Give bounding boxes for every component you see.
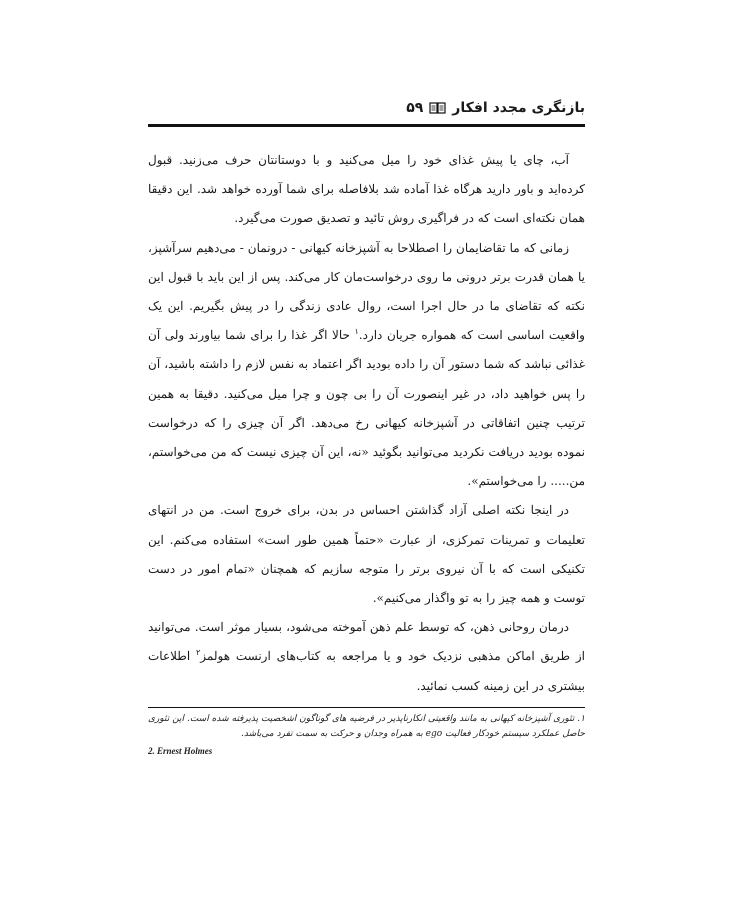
paragraph-text: درمان روحانی ذهن، که توسط علم ذهن آموخته می‌شود، بسیار موثر است. می‌توانید از طریق اماکن مذهبی نزدیک خود و یا مراجعه به کتاب‌های ارنست هولمز	[148, 620, 585, 664]
paragraph	[148, 613, 585, 701]
page-number: ۵۹	[406, 100, 424, 116]
footnote: 2. Ernest Holmes	[148, 746, 213, 756]
paragraph-text: زمانی که ما تقاضایمان را اصطلاحا به آشپزخانه کیهانی - درونمان - می‌دهیم سرآشپز، یا همان قدرت برتر درونی ما روی درخواست‌مان کار می‌کند. پس از این باید با قبول این نکته که تقاضای ما در حال اجرا است، روال عادی زندگی را در پیش بگیریم. این یک واقعیت اساسی است که همواره جریان دارد.	[148, 240, 585, 343]
paragraph-text: حالا اگر غذا را برای شما بیاورند ولی آن غذائی نباشد که شما دستور آن را داده بودید اگر اعتماد به نفس لازم را داشته باشید، آن را پس خواهید داد، در غیر اینصورت آن را بی چون و چرا میل می‌کنید. دقیقا به همین ترتیب چنین اتفاقاتی در آشپزخانه کیهانی رخ می‌دهد. اگر آن چیزی را که درخواست نموده بودید دریافت نکردید می‌توانید بگوئید «نه، این آن چیزی نیست که من می‌خواستم، من..... را می‌خواستم».	[148, 328, 585, 489]
footnote-marker: ۲	[196, 648, 201, 658]
running-header	[148, 96, 585, 120]
footnote-marker: ۱	[354, 327, 359, 337]
footnote-divider	[148, 707, 585, 708]
paragraph	[148, 234, 585, 497]
header-title: بازنگری مجدد افکار	[452, 100, 585, 116]
paragraph-text: اطلاعات بیشتری در این زمینه کسب نمائید.	[148, 649, 585, 693]
footnotes	[148, 712, 585, 759]
footnote: ۱. تئوری آشپزخانه کیهانی به مانند واقعیتی انکارناپذیر در فرضیه های گوناگون اشخصیت پذیرفته شده است. این تئوری حاصل عملکرد سیستم خودکار فعالیت ego به همراه وجدان و حرکت به سمت تفرد می‌باشد.	[148, 714, 585, 739]
paragraph: آب، چای یا پیش غذای خود را میل می‌کنید و با دوستانتان حرف می‌زنید. قبول کرده‌اید و باور دارید هرگاه غذا آماده شد بلافاصله برای شما آورده خواهد شد. این دقیقا همان نکته‌ای است که در فراگیری روش تائید و تصدیق صورت می‌گیرد.	[148, 153, 585, 226]
header-divider	[148, 124, 585, 127]
open-book-icon	[429, 102, 446, 114]
paragraph: در اینجا نکته اصلی آزاد گذاشتن احساس در بدن، برای خروج است. من در انتهای تعلیمات و تمرینات تمرکزی، از عبارت «حتماً همین طور است» استفاده می‌کنم. این تکنیکی است که با آن نیروی برتر را متوجه سازیم که همچنان «تمام امور در دست توست و همه چیز را به تو واگذار می‌کنیم».	[148, 503, 585, 606]
body-text	[148, 146, 585, 701]
